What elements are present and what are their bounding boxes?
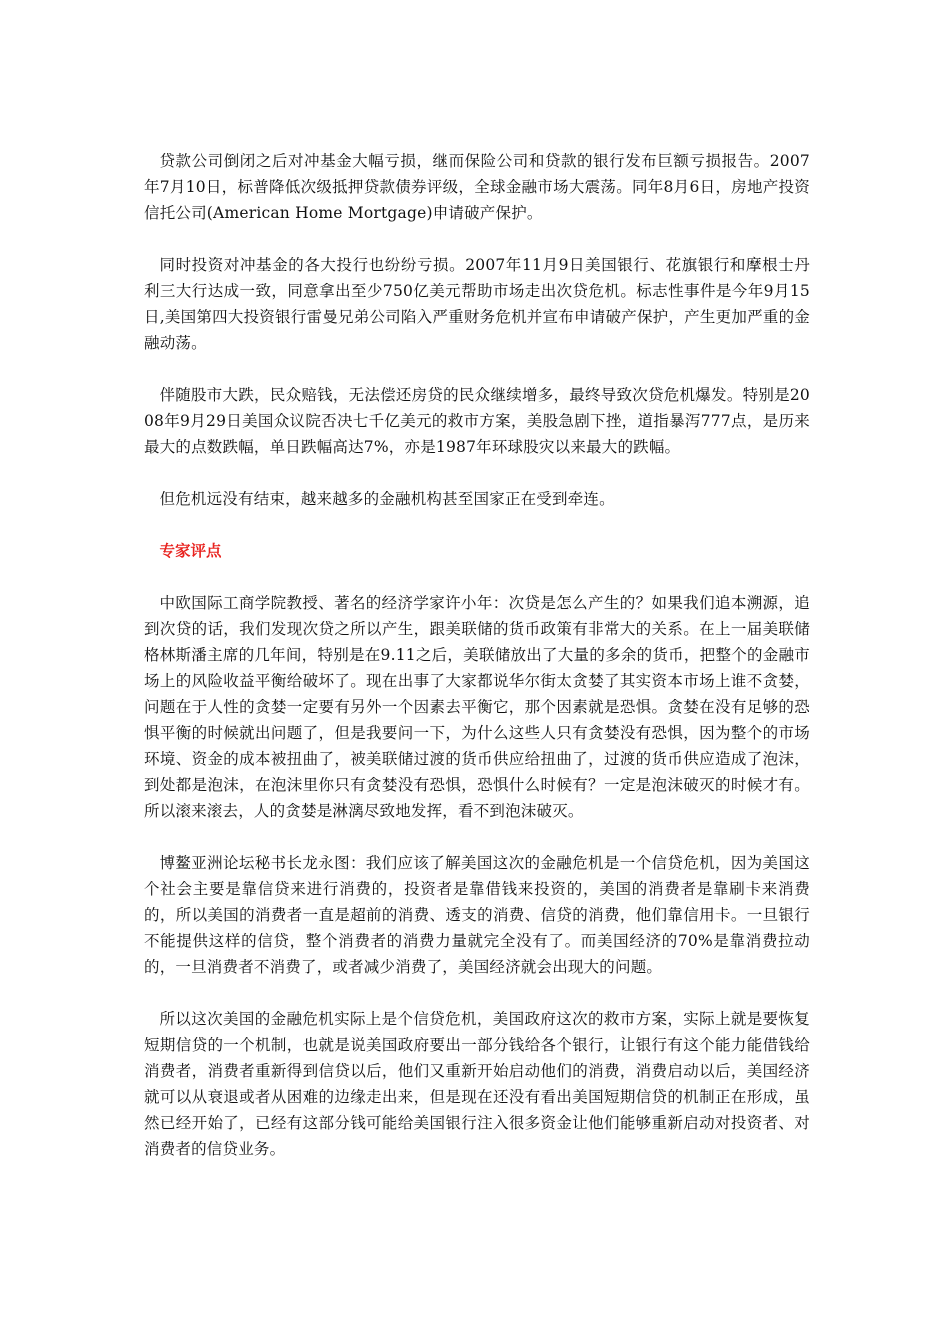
paragraph-long-yongtu: 博鳌亚洲论坛秘书长龙永图：我们应该了解美国这次的金融危机是一个信贷危机，因为美国这个社会主要是靠信贷来进行消费的，投资者是靠借钱来投资的，美国的消费者是靠刷卡来消费的，所以美国的消费者一直是超前的消费、透支的消费、信贷的消费，他们靠信用卡。一旦银行不能提供这样的信贷，整个消费者的消费力量就完全没有了。而美国经济的70%是靠消费拉动的，一旦消费者不消费了，或者减少消费了，美国经济就会出现大的问题。: [144, 854, 810, 976]
section-heading-expert-comments: 专家评点: [159, 541, 222, 560]
document-page: [144, 148, 810, 1188]
paragraph-credit-crisis: 所以这次美国的金融危机实际上是个信贷危机，美国政府这次的救市方案，实际上就是要恢复短期信贷的一个机制，也就是说美国政府要出一部分钱给各个银行，让银行有这个能力能借钱给消费者，消费者重新得到信贷以后，他们又重新开始启动他们的消费，消费启动以后，美国经济就可以从衰退或者从困难的边缘走出来，但是现在还没有看出美国短期信贷的机制正在形成，虽然已经开始了，已经有这部分钱可能给美国银行注入很多资金让他们能够重新启动对投资者、对消费者的信贷业务。: [144, 1010, 810, 1158]
paragraph-crisis-continues: 但危机远没有结束，越来越多的金融机构甚至国家正在受到牵连。: [159, 490, 615, 508]
paragraph-stock-crash: 伴随股市大跌，民众赔钱，无法偿还房贷的民众继续增多，最终导致次贷危机爆发。特别是2008年9月29日美国众议院否决七千亿美元的救市方案，美股急剧下挫，道指暴泻777点，是历来最大的点数跌幅，单日跌幅高达7%，亦是1987年环球股灾以来最大的跌幅。: [144, 386, 810, 456]
paragraph-losses: 贷款公司倒闭之后对冲基金大幅亏损，继而保险公司和贷款的银行发布巨额亏损报告。2007年7月10日，标普降低次级抵押贷款债券评级，全球金融市场大震荡。同年8月6日，房地产投资信托公司(American Home Mortgage)申请破产保护。: [144, 152, 810, 222]
paragraph-xu-xiaonian: 中欧国际工商学院教授、著名的经济学家许小年：次贷是怎么产生的？如果我们追本溯源，追到次贷的话，我们发现次贷之所以产生，跟美联储的货币政策有非常大的关系。在上一届美联储格林斯潘主席的几年间，特别是在9.11之后，美联储放出了大量的多余的货币，把整个的金融市场上的风险收益平衡给破坏了。现在出事了大家都说华尔街太贪婪了其实资本市场上谁不贪婪，问题在于人性的贪婪一定要有另外一个因素去平衡它，那个因素就是恐惧。贪婪在没有足够的恐惧平衡的时候就出问题了，但是我要问一下，为什么这些人只有贪婪没有恐惧，因为整个的市场环境、资金的成本被扭曲了，被美联储过渡的货币供应给扭曲了，过渡的货币供应造成了泡沫，到处都是泡沫，在泡沫里你只有贪婪没有恐惧，恐惧什么时候有？一定是泡沫破灭的时候才有。所以滚来滚去，人的贪婪是淋漓尽致地发挥，看不到泡沫破灭。: [144, 594, 810, 820]
paragraph-investment-banks: 同时投资对冲基金的各大投行也纷纷亏损。2007年11月9日美国银行、花旗银行和摩根士丹利三大行达成一致，同意拿出至少750亿美元帮助市场走出次贷危机。标志性事件是今年9月15日,美国第四大投资银行雷曼兄弟公司陷入严重财务危机并宣布申请破产保护，产生更加严重的金融动荡。: [144, 256, 810, 352]
